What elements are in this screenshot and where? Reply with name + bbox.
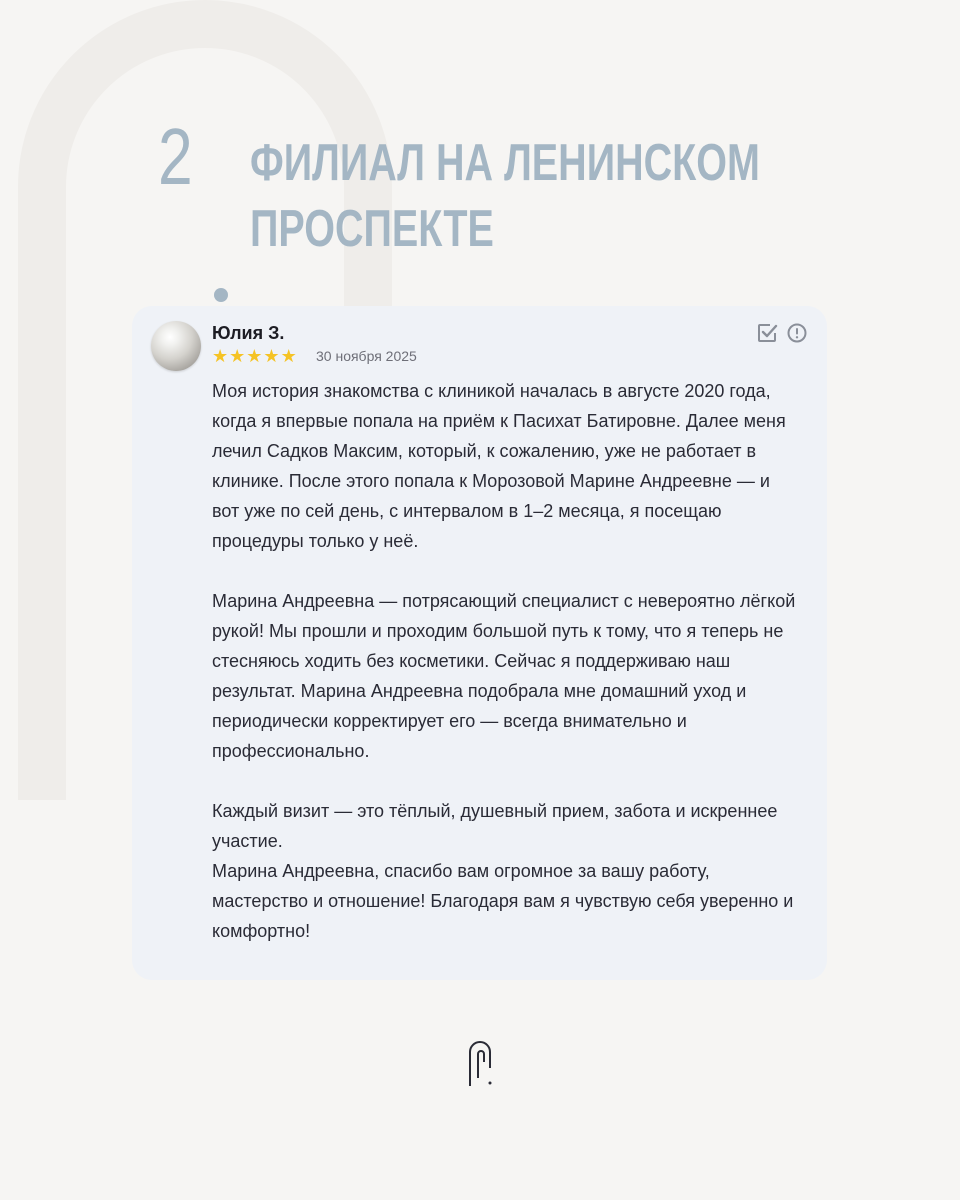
section-title: [250, 130, 760, 262]
review-paragraph: Марина Андреевна, спасибо вам огромное за вашу работу, мастерство и отношение! Благодаря вам я чувствую себя уверенно и комфортно!: [212, 861, 794, 941]
section-heading: [158, 110, 760, 258]
star-icon: ★: [212, 346, 229, 366]
section-number-dot: [214, 288, 228, 302]
verified-check-icon[interactable]: [756, 322, 778, 344]
review-text: [212, 376, 802, 946]
star-icon: ★: [246, 346, 263, 366]
brand-logo-icon: [466, 1038, 496, 1090]
section-title-line-2: ПРОСПЕКТЕ: [250, 200, 494, 258]
section-title-line-1: ФИЛИАЛ НА ЛЕНИНСКОМ: [250, 134, 760, 192]
review-paragraph: Каждый визит — это тёплый, душевный прием, забота и искреннее участие.: [212, 801, 778, 851]
avatar: [151, 321, 201, 371]
star-icon: ★: [280, 346, 297, 366]
review-paragraph: Моя история знакомства с клиникой началась в августе 2020 года, когда я впервые попала на приём к Пасихат Батировне. Далее меня лечил Садков Максим, который, к сожалению, уже не работает в клинике. После этого попала к Морозовой Марине Андреевне — и вот уже по сей день, с интервалом в 1–2 месяца, я посещаю процедуры только у неё.: [212, 381, 786, 551]
review-date: 30 ноября 2025: [316, 348, 417, 364]
review-author: Юлия З.: [212, 323, 285, 343]
star-icon: ★: [263, 346, 280, 366]
review-card: [132, 306, 827, 980]
rating-stars: [212, 346, 297, 366]
review-paragraph: Марина Андреевна — потрясающий специалист с невероятно лёгкой рукой! Мы прошли и проходим большой путь к тому, что я теперь не стесняюсь ходить без косметики. Сейчас я поддерживаю наш результат. Марина Андреевна подобрала мне домашний уход и периодически корректирует его — всегда внимательно и профессионально.: [212, 591, 796, 761]
report-icon[interactable]: [786, 322, 808, 344]
star-icon: ★: [229, 346, 246, 366]
section-number: 2: [158, 112, 192, 201]
